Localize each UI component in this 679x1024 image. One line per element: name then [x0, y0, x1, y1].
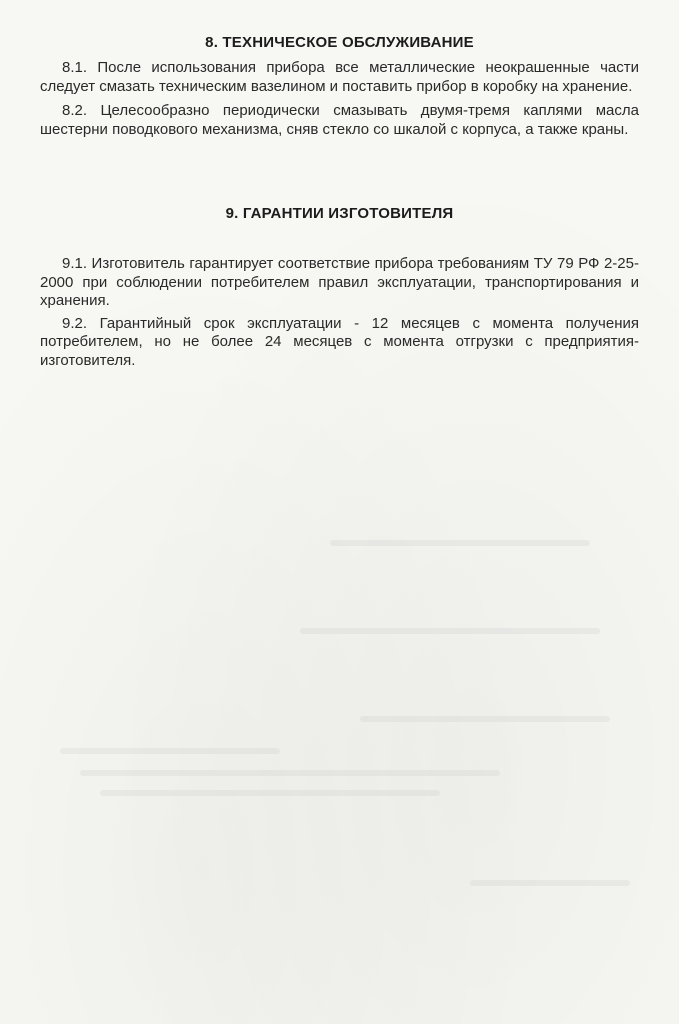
section-heading: 9. ГАРАНТИИ ИЗГОТОВИТЕЛЯ: [225, 205, 454, 222]
show-through-mark: [100, 790, 440, 796]
show-through-mark: [360, 716, 610, 722]
paragraph-8-1: 8.1. После использования прибора все металлические неокрашенные части следует смазать техническим вазелином и поставить прибор в коробку на хранение.: [40, 59, 639, 95]
show-through-mark: [60, 748, 280, 754]
section-warranty: [40, 205, 639, 370]
show-through-mark: [330, 540, 590, 546]
paragraph-9-2: 9.2. Гарантийный срок эксплуатации - 12 месяцев с момента получения потребителем, но не более 24 месяцев с момента отгрузки с предприятия-изготовителя.: [40, 314, 639, 369]
paragraph-9-1: 9.1. Изготовитель гарантирует соответствие прибора требованиям ТУ 79 РФ 2-25-2000 при соблюдении потребителем правил эксплуатации, транспортирования и хранения.: [40, 255, 639, 309]
paragraph-8-2: 8.2. Целесообразно периодически смазывать двумя-тремя каплями масла шестерни поводкового механизма, сняв стекло со шкалой с корпуса, а также краны.: [40, 102, 639, 138]
show-through-mark: [300, 628, 600, 634]
section-maintenance: [40, 34, 639, 139]
show-through-mark: [80, 770, 500, 776]
section-heading: 8. ТЕХНИЧЕСКОЕ ОБСЛУЖИВАНИЕ: [205, 34, 474, 51]
show-through-mark: [470, 880, 630, 886]
